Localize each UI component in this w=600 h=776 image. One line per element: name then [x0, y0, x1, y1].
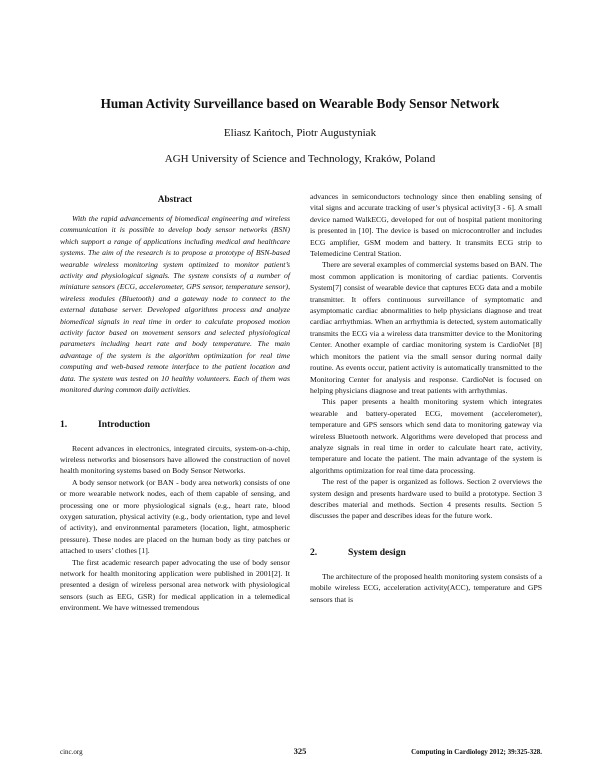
section-heading-system-design [310, 546, 542, 559]
left-column [60, 193, 290, 614]
section-number: 2. [310, 546, 318, 558]
footer-website: cinc.org [60, 748, 83, 756]
intro-paragraph-5: There are several examples of commercial systems based on BAN. The most common application is monitoring of cardiac patients. Corventis System[7] consist of wearable device that captures ECG data and a mobile transmitter. It offers continuous surveillance of symptomatic and asymptomatic cardiac abnormalities to help physicians diagnose and treat cardiac arrhythmias. When an arrhythmia is detected, system automatically transmits the ECG via a wireless data transmitter device to the Monitoring Center. Another example of cardiac monitoring system is CardioNet [8] which monitors the patient via the small sensor during normal daily routine. As events occur, patient activity is automatically transmitted to the Monitoring Center for analysis and response. CardioNet is focused on helping physicians diagnose and treat patients with arrhythmias. [310, 260, 542, 395]
section-heading-introduction [60, 418, 290, 431]
right-column [310, 191, 542, 605]
paper-authors: Eliasz Kańtoch, Piotr Augustyniak [223, 127, 377, 139]
abstract-text: With the rapid advancements of biomedical engineering and wireless communication it is possible to develop body sensor networks (BSN) which support a range of applications including medical and healthcare systems. The aim of the research is to propose a prototype of BSN-based wearable wireless monitoring system optimized to monitor patient’s activity and physiological signals. The system consists of a number of miniature sensors (ECG, accelerometer, GPS sensor, temperature sensor), wireless modules (Bluetooth) and a gateway node to connect to the external database server. Developed algorithms process and analyze biomedical signals in real time in order to calculate proposed motion activity factor based on movement sensors and selected physiological parameters including heart rate and body temperature. The main advantage of the system is the algorithm optimization for real time computing and web-based remote interface to the patient location and data. The system was tested on 10 healthy volunteers. Each of them was monitored during common daily activities. [60, 214, 290, 395]
intro-paragraph-2: A body sensor network (or BAN - body area network) consists of one or more wearable network nodes, each of them capable of sensing, and processing one or more physiological signals (e.g., heart rate, blood oxygen saturation, physical activity (e.g., body orientation, type and level of activity), and environmental parameters (location, light, atmospheric pressure). These nodes are placed on the human body as tiny patches or attached to users’ clothes [1]. [60, 477, 290, 556]
paper-affiliation: AGH University of Science and Technology, Kraków, Poland [164, 153, 436, 165]
abstract-heading: Abstract [157, 194, 193, 204]
intro-paragraph-6: This paper presents a health monitoring system which integrates wearable and battery-operated ECG, movement (accelerometer), temperature and GPS sensors which send data to monitoring gateway via wireless Bluetooth network. Algorithms were developed that process and analyze signals in real time in order to calculate heart rate, activity, temperature and locate the patient. The main advantage of the system is algorithms optimization for real time data processing. [310, 397, 542, 475]
section-title: System design [348, 546, 406, 558]
page-number: 325 [293, 746, 307, 756]
section-title: Introduction [98, 418, 151, 430]
section-number: 1. [60, 418, 68, 430]
paper-title: Human Activity Surveillance based on Wearable Body Sensor Network [100, 96, 500, 111]
intro-paragraph-3: The first academic research paper advocating the use of body sensor network for health monitoring application were published in 2001[2]. It presented a design of wireless personal area network with physiological sensors (such as EEG, GSR) for medical application in a telemedical environment. We have witnessed tremendous [60, 557, 290, 613]
intro-paragraph-4: advances in semiconductors technology since then enabling sensing of vital signs and accurate tracking of user’s physical activity[3 - 6]. A small device named WalkECG, developed for out of hospital patient monitoring is presented in [10]. The device is based on microcontroller and includes ECG amplifier, GSM modem and battery. It transmits ECG strip to Telemedicine Central Station. [310, 192, 542, 259]
footer-citation: Computing in Cardiology 2012; 39:325-328. [411, 748, 542, 756]
intro-paragraph-1: Recent advances in electronics, integrated circuits, system-on-a-chip, wireless networks and biosensors have allowed the construction of novel health monitoring systems based on Body Sensor Networks. [60, 443, 290, 476]
intro-paragraph-7: The rest of the paper is organized as follows. Section 2 overviews the system design and presents hardware used to build a prototype. Section 3 describes material and methods. Section 4 presents results. Section 5 discusses the paper and describes ideas for the future work. [310, 477, 542, 521]
system-paragraph-1: The architecture of the proposed health monitoring system consists of a mobile wireless ECG, acceleration activity(ACC), temperature and GPS sensors that is [310, 571, 542, 604]
